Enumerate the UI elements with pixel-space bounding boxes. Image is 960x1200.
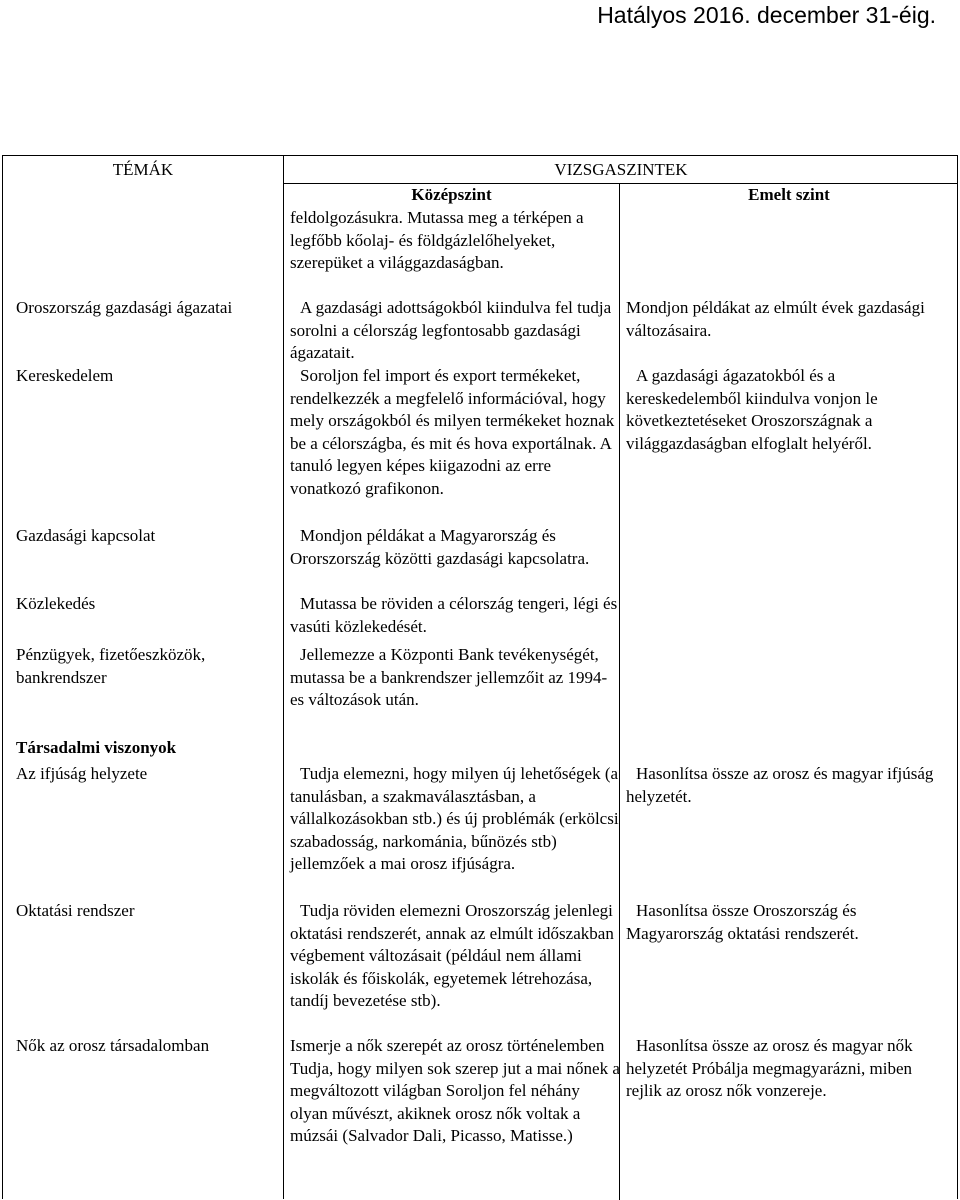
kozep-gazdasagi-kapcsolat: Mondjon példákat a Magyarország és Ororszország közötti gazdasági kapcsolatra. — [290, 526, 590, 568]
emelt-nok: Hasonlítsa össze az orosz és magyar nők helyzetét Próbálja megmagyarázni, miben rejlik az orosz nők vonzereje. — [626, 1036, 913, 1101]
header-emelt-szint: Emelt szint — [748, 185, 830, 204]
kozep-kozlekedes: Mutassa be röviden a célország tengeri, légi és vasúti közlekedését. — [290, 594, 618, 636]
kozep-kereskedelem: Soroljon fel import és export termékeket, rendelkezzék a megfelelő információval, hogy mely országokból és milyen termékeket hoznak be a célországba, és mit és hova exportálnak. A tanuló legyen képes kiigazodni az erre vonatkozó grafikonon. — [290, 366, 615, 498]
topic-gazdasagi-agazatai: Oroszország gazdasági ágazatai — [16, 298, 233, 317]
emelt-oktatasi-rendszer: Hasonlítsa össze Oroszország és Magyarország oktatási rendszerét. — [626, 901, 859, 943]
kozep-nok: Ismerje a nők szerepét az orosz történelemben Tudja, hogy milyen sok szerep jut a mai nőnek a megváltozott világban Soroljon fel néhány olyan művészt, akiknek orosz nők voltak a múzsái (Salvador Dali, Picasso, Matisse.) — [290, 1036, 620, 1146]
emelt-gazdasagi-agazatai: Mondjon példákat az elmúlt évek gazdasági változásaira. — [626, 298, 925, 340]
topic-kereskedelem: Kereskedelem — [16, 366, 114, 385]
kozep-oktatasi-rendszer: Tudja röviden elemezni Oroszország jelenlegi oktatási rendszerét, annak az elmúlt időszakban végbement változásait (például nem állami iskolák és főiskolák, egyetemek létrehozása, tandíj bevezetése stb). — [290, 901, 614, 1011]
topic-gazdasagi-kapcsolat: Gazdasági kapcsolat — [16, 526, 156, 545]
validity-note: Hatályos 2016. december 31-éig. — [597, 2, 936, 28]
header-temak: TÉMÁK — [112, 160, 174, 179]
kozep-gazdasagi-agazatai: A gazdasági adottságokból kiindulva fel tudja sorolni a célország legfontosabb gazdasági ágazatait. — [290, 298, 612, 363]
emelt-ifjusag: Hasonlítsa össze az orosz és magyar ifjúság helyzetét. — [626, 764, 934, 806]
section-tarsadalmi-viszonyok: Társadalmi viszonyok — [16, 738, 177, 757]
emelt-kereskedelem: A gazdasági ágazatokból és a kereskedelemből kiindulva vonjon le következtetéseket Oroszországnak a világgazdaságban elfoglalt helyéről. — [626, 366, 878, 453]
topic-ifjusag: Az ifjúság helyzete — [16, 764, 148, 783]
topic-kozlekedes: Közlekedés — [16, 594, 96, 613]
topic-nok: Nők az orosz társadalomban — [16, 1036, 210, 1055]
header-kozepszint: Középszint — [411, 185, 492, 204]
topic-oktatasi-rendszer: Oktatási rendszer — [16, 901, 135, 920]
kozep-penzugyek: Jellemezze a Központi Bank tevékenységét, mutassa be a bankrendszer jellemzőit az 1994-es változások után. — [290, 645, 608, 710]
topic-penzugyek: Pénzügyek, fizetőeszközök, bankrendszer — [16, 645, 206, 687]
exam-topics-table — [2, 155, 958, 1199]
column-divider-left — [283, 156, 284, 1199]
header-vizsgaszintek: VIZSGASZINTEK — [554, 160, 688, 179]
kozep-ifjusag: Tudja elemezni, hogy milyen új lehetőségek (a tanulásban, a szakmaválasztásban, a vállalkozásokban stb.) és új problémák (erkölcsi szabadosság, narkománia, bűnözés stb) jellemzőek a mai orosz ifjúságra. — [290, 764, 619, 874]
kozep-continued: feldolgozásukra. Mutassa meg a térképen a legfőbb kőolaj- és földgázlelőhelyeket, szerepüket a világgazdaságban. — [290, 208, 584, 273]
